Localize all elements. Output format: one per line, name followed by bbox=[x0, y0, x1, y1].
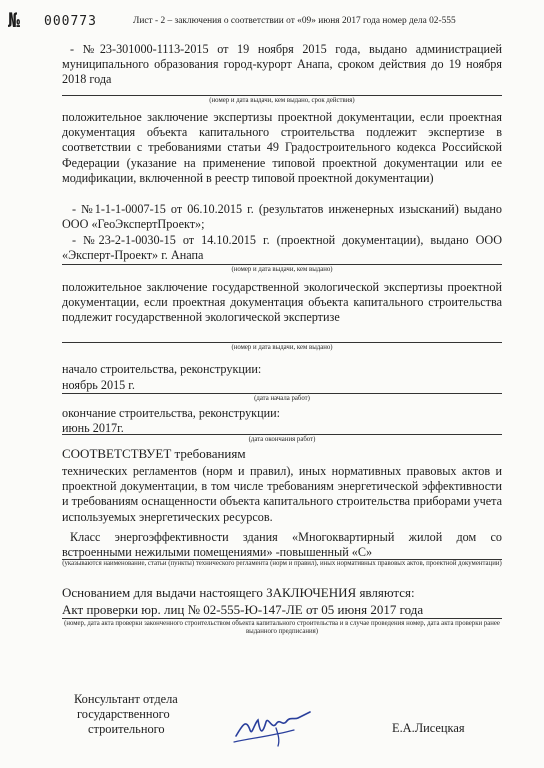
expertise-item-1: - №1-1-1-0007-15 от 06.10.2015 г. (результатов инженерных изысканий) выдано ООО «ГеоЭкспертПроект»; bbox=[62, 202, 502, 232]
divider bbox=[62, 393, 502, 394]
basis-value: Акт проверки юр. лиц № 02-555-Ю-147-ЛЕ от 05 июня 2017 года bbox=[62, 602, 424, 617]
eco-expertise-caption: (номер и дата выдачи, кем выдано) bbox=[231, 344, 333, 351]
basis-caption: (номер, дата акта проверки законченного строительством объекта капитального строительства и в случае проведения номер, дата акта проверки ранее выданного предписания) bbox=[64, 620, 500, 635]
eco-expertise-text: положительное заключение государственной экологической экспертизы проектной документации, если проектная документация объекта капитального строительства подлежит государственной экологической экспертизе bbox=[62, 280, 502, 325]
start-caption: (дата начала работ) bbox=[254, 395, 310, 402]
divider bbox=[62, 95, 502, 96]
number-sign: № bbox=[8, 8, 21, 32]
start-value: ноябрь 2015 г. bbox=[62, 378, 135, 392]
conformity-caption: (указываются наименование, статьи (пункты) технического регламента (норм и правил), иных нормативных правовых актов, проектной документации) bbox=[62, 560, 502, 567]
expertise-item-2: - №23-2-1-0030-15 от 14.10.2015 г. (проектной документации), выдано ООО «Эксперт-Проект» г. Анапа bbox=[62, 233, 502, 263]
document-number: 000773 bbox=[44, 14, 97, 29]
divider bbox=[62, 264, 502, 265]
signer-position-line-1: Консультант отдела bbox=[74, 692, 178, 706]
end-caption: (дата окончания работ) bbox=[248, 436, 316, 443]
signer-position-line-2: государственного bbox=[77, 707, 170, 721]
permit-caption: (номер и дата выдачи, кем выдано, срок действия) bbox=[209, 97, 355, 104]
signer-position-line-3: строительного bbox=[88, 722, 165, 736]
divider bbox=[62, 618, 502, 619]
divider bbox=[62, 342, 502, 343]
expertise-text: положительное заключение экспертизы проектной документации, если проектная документация объекта капитального строительства подлежит экспертизе в соответствии с требованиями статьи 49 Градостроительного кодекса Российской Федерации (указание на применение типовой проектной документации или ее модификации, включенной в реестр типовой проектной документации) bbox=[62, 110, 502, 185]
end-label: окончание строительства, реконструкции: bbox=[62, 406, 281, 420]
basis-heading: Основанием для выдачи настоящего ЗАКЛЮЧЕНИЯ являются: bbox=[62, 585, 415, 600]
handwritten-signature bbox=[232, 706, 314, 750]
conformity-text: технических регламентов (норм и правил), иных нормативных правовых актов и проектной документации, в том числе требованиям энергетической эффективности и требованиям оснащенности объекта капитального строительства приборами учета используемых энергетических ресурсов. bbox=[62, 464, 502, 524]
permit-text: - №23-301000-1113-2015 от 19 ноября 2015 года, выдано администрацией муниципального образования город-курорт Анапа, сроком действия до 19 ноября 2018 года bbox=[62, 42, 502, 87]
energy-class-text: Класс энергоэффективности здания «Многоквартирный жилой дом со встроенными нежилыми помещениями» -повышенный «С» bbox=[62, 530, 502, 560]
divider bbox=[62, 434, 502, 435]
signer-name: Е.А.Лисецкая bbox=[392, 721, 465, 735]
sheet-header: Лист - 2 – заключения о соответствии от «09» июня 2017 года номер дела 02-555 bbox=[133, 16, 456, 26]
end-value: июнь 2017г. bbox=[62, 421, 124, 435]
conformity-heading: СООТВЕТСТВУЕТ требованиям bbox=[62, 446, 246, 461]
start-label: начало строительства, реконструкции: bbox=[62, 362, 262, 376]
expertise-caption: (номер и дата выдачи, кем выдано) bbox=[231, 266, 333, 273]
